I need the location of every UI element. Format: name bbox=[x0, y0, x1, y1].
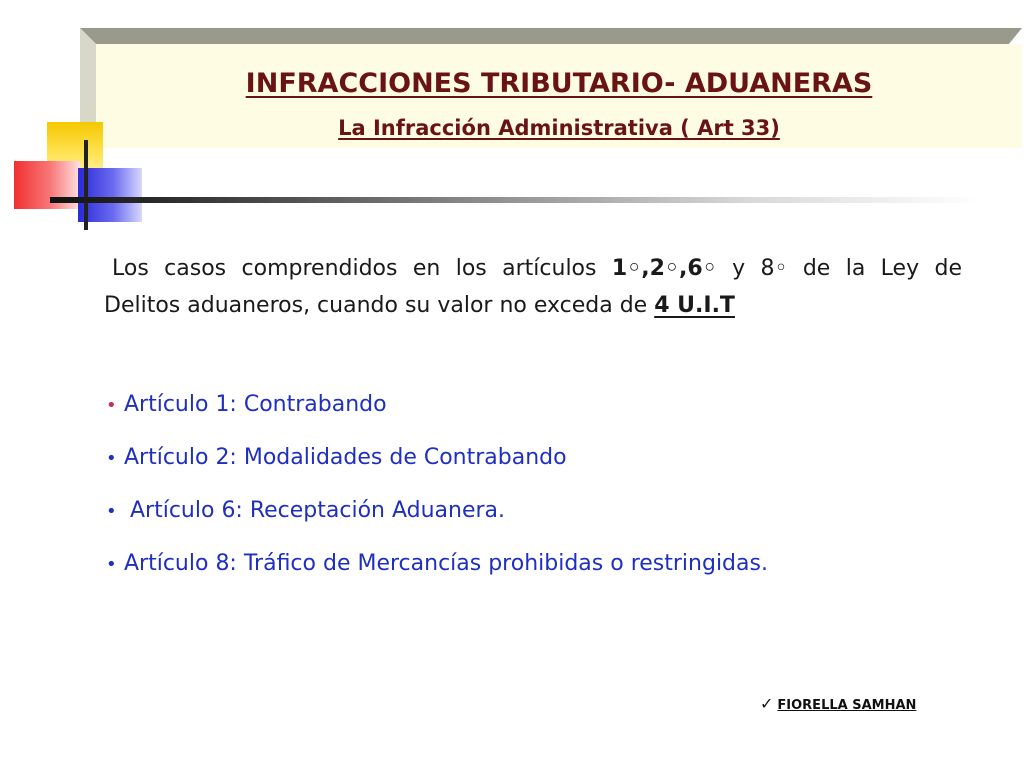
intro-word: Los bbox=[112, 256, 149, 281]
intro-line-1 bbox=[104, 250, 962, 287]
slide-subtitle: La Infracción Administrativa ( Art 33) bbox=[338, 116, 780, 140]
decor-horizontal-line bbox=[50, 197, 980, 203]
intro-word: Ley bbox=[880, 256, 920, 281]
intro-word: artículos bbox=[502, 256, 597, 281]
list-item-text: Artículo 6: Receptación Aduanera. bbox=[130, 498, 506, 523]
list-item-text: Artículo 8: Tráfico de Mercancías prohibidas o restringidas. bbox=[124, 551, 768, 576]
title-box bbox=[80, 28, 1022, 148]
intro-word: los bbox=[455, 256, 487, 281]
title-box-bevel-top bbox=[80, 28, 1022, 44]
intro-line-2 bbox=[104, 287, 962, 324]
article-list bbox=[106, 392, 986, 604]
intro-line-2-text: Delitos aduaneros, cuando su valor no exceda de bbox=[104, 293, 648, 318]
title-box-face bbox=[96, 44, 1022, 148]
intro-word: 8◦ bbox=[760, 256, 788, 281]
bullet-icon: • bbox=[106, 554, 117, 575]
intro-word: en bbox=[412, 256, 441, 281]
list-item bbox=[106, 498, 986, 551]
intro-word: de bbox=[802, 256, 831, 281]
intro-word: casos bbox=[164, 256, 227, 281]
bullet-icon: • bbox=[106, 395, 117, 416]
bullet-icon: • bbox=[106, 501, 117, 522]
intro-word: la bbox=[845, 256, 866, 281]
list-item-text: Artículo 1: Contrabando bbox=[124, 392, 387, 417]
article-numbers: 1◦,2◦,6◦ bbox=[611, 256, 717, 281]
intro-word: de bbox=[934, 256, 962, 281]
list-item bbox=[106, 551, 986, 604]
checkmark-icon: ✓ bbox=[760, 694, 774, 713]
intro-word: y bbox=[732, 256, 746, 281]
list-item bbox=[106, 445, 986, 498]
list-item bbox=[106, 392, 986, 445]
intro-paragraph bbox=[104, 250, 962, 324]
author-signature bbox=[760, 694, 916, 713]
bullet-icon: • bbox=[106, 448, 117, 469]
slide-title: INFRACCIONES TRIBUTARIO- ADUANERAS bbox=[245, 68, 873, 99]
list-item-text: Artículo 2: Modalidades de Contrabando bbox=[124, 445, 567, 470]
uit-value: 4 U.I.T bbox=[654, 293, 735, 318]
decor-vertical-line bbox=[84, 140, 88, 230]
author-name: FIORELLA SAMHAN bbox=[777, 698, 917, 713]
intro-word: comprendidos bbox=[241, 256, 398, 281]
